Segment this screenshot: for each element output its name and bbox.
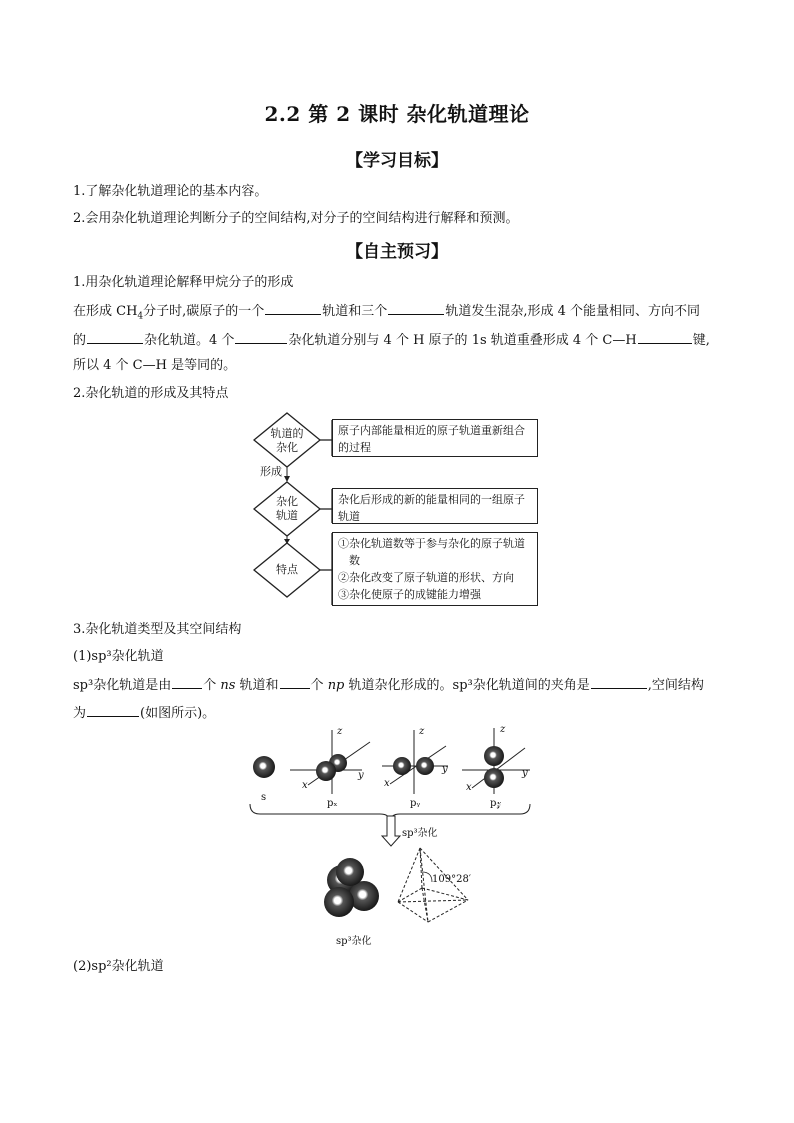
feature-1: ①杂化轨道数等于参与杂化的原子轨道数 [338,537,525,567]
q1-text: 分子时,碳原子的一个 [143,304,265,319]
q3-text: sp³杂化轨道是由 [73,678,172,693]
axis-x-label: x [384,778,390,789]
diamond-orbital-hybridization: 轨道的 杂化 [270,427,304,454]
fill-blank[interactable] [265,300,321,315]
tetrahedron-diagram [398,848,468,922]
fill-blank[interactable] [172,674,202,689]
axis-y-label: y [442,764,448,775]
q1-text: 轨道发生混杂,形成 4 个能量相同、方向不同 [445,304,700,319]
axis-z-label: z [337,726,343,737]
q1-text: 在形成 CH [73,304,138,319]
feature-2: ②杂化改变了原子轨道的形状、方向 [338,571,514,584]
subscript: 4 [137,311,144,322]
axis-z-label: z [419,726,425,737]
pz-orbital [462,728,530,794]
q1-text: 杂化轨道。4 个 [144,333,235,348]
q1-line-1 [73,300,700,327]
fill-blank[interactable] [235,329,287,344]
hybridization-flowchart [250,410,550,610]
q1-text: 轨道和三个 [322,304,388,319]
label-pz: p𝓏 [490,798,502,809]
axis-y-label: y [358,770,364,781]
diamond-hybrid-orbital: 杂化 轨道 [276,495,298,522]
q3-line-2 [73,702,215,724]
q3-text-italic: ns [220,678,236,693]
page-title: 2.2 第 2 课时 杂化轨道理论 [264,102,530,126]
axis-z-label: z [500,724,506,735]
section-learning-goals: 【学习目标】 [346,151,448,171]
q3-text: 个 [310,678,328,693]
q1-heading: 1.用杂化轨道理论解释甲烷分子的形成 [73,275,294,290]
fill-blank[interactable] [388,300,444,315]
s-orbital-sphere [253,756,275,778]
q3-text: 轨道杂化形成的。sp³杂化轨道间的夹角是 [344,678,590,693]
q3-line-1 [73,674,704,696]
diamond-features: 特点 [276,563,298,576]
label-s: s [261,792,267,803]
box-hybrid-orbital-definition: 杂化后形成的新的能量相同的一组原子轨道 [332,488,538,524]
sp3-arrow-label: sp³杂化 [402,828,438,839]
q2-heading: 2.杂化轨道的形成及其特点 [73,386,229,401]
axis-x-label: x [466,782,472,793]
bond-angle-label: 109°28′ [432,874,472,885]
py-orbital [382,730,448,794]
q3-text: 轨道和 [235,678,279,693]
box-hybridization-definition: 原子内部能量相近的原子轨道重新组合的过程 [332,419,538,457]
goal-1: 1.了解杂化轨道理论的基本内容。 [73,184,268,199]
q3-text: 为 [73,706,87,721]
sp3-hybrid-spheres [324,858,379,917]
arrow-label-form: 形成 [260,465,282,478]
q1-line-2 [73,329,710,351]
fill-blank[interactable] [638,329,692,344]
fill-blank[interactable] [591,674,647,689]
fill-blank[interactable] [87,702,139,717]
fill-blank[interactable] [87,329,143,344]
q1-text: 键, [692,333,710,348]
feature-3: ③杂化使原子的成键能力增强 [338,588,481,601]
q1-text: 的 [73,333,87,348]
q3-sub2: (2)sp²杂化轨道 [73,959,164,974]
q3-text: (如图所示)。 [140,706,216,721]
q3-text-italic: np [327,678,345,693]
q3-sub1: (1)sp³杂化轨道 [73,649,164,664]
section-self-preview: 【自主预习】 [346,242,448,262]
sp3-figure-graphic [240,722,540,952]
sp3-hybridization-figure [240,722,540,952]
q3-heading: 3.杂化轨道类型及其空间结构 [73,622,242,637]
q1-text: 杂化轨道分别与 4 个 H 原子的 1s 轨道重叠形成 4 个 C—H [288,333,637,348]
q3-text: 个 [203,678,221,693]
axis-x-label: x [302,780,308,791]
label-py: pᵧ [410,798,421,809]
down-arrow-icon [382,816,400,846]
label-px: pₓ [327,798,338,809]
sp3-bottom-label: sp³杂化 [336,936,372,947]
axis-y-label: y [522,768,528,779]
goal-2: 2.会用杂化轨道理论判断分子的空间结构,对分子的空间结构进行解释和预测。 [73,211,519,226]
fill-blank[interactable] [280,674,310,689]
q3-text: ,空间结构 [647,678,704,693]
q1-line-3: 所以 4 个 C—H 是等同的。 [73,358,237,373]
box-features [332,532,538,606]
